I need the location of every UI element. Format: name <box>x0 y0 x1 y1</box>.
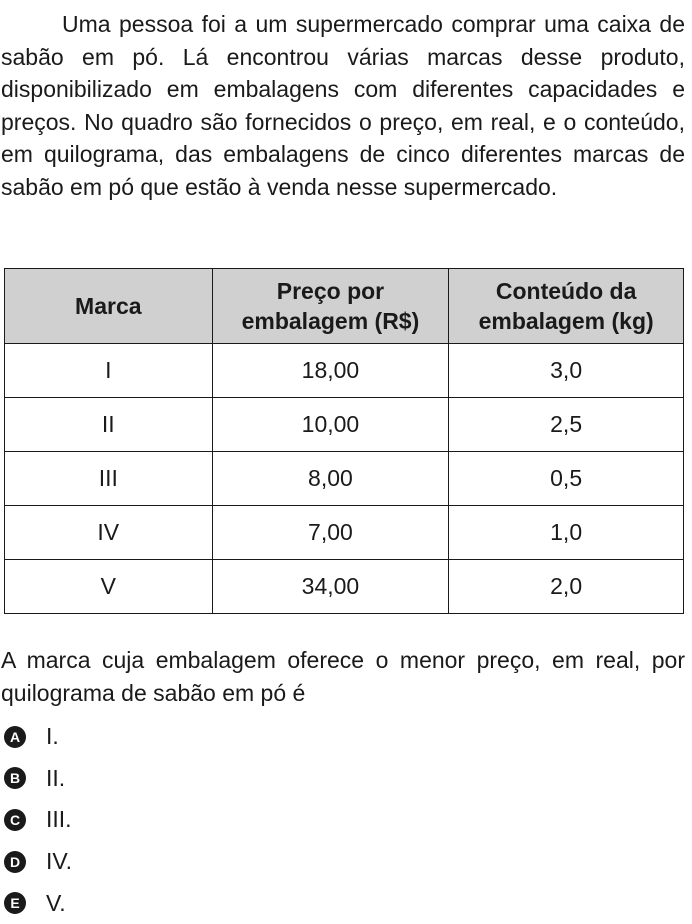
option-letter-badge: E <box>4 892 26 914</box>
cell-price: 34,00 <box>212 560 449 614</box>
answer-options <box>4 716 72 924</box>
option-e[interactable] <box>4 882 72 924</box>
cell-content: 3,0 <box>449 344 684 398</box>
question-stem: A marca cuja embalagem oferece o menor preço, em real, por quilograma de sabão em pó é <box>1 647 685 706</box>
cell-price: 7,00 <box>212 506 449 560</box>
price-table <box>4 268 684 614</box>
cell-content: 1,0 <box>449 506 684 560</box>
header-price-line2: embalagem (R$) <box>241 308 420 334</box>
cell-price: 8,00 <box>212 452 449 506</box>
option-text: V. <box>46 889 66 916</box>
option-letter-badge: D <box>4 851 26 873</box>
table-row <box>5 398 684 452</box>
header-brand: Marca <box>5 269 213 344</box>
cell-content: 2,0 <box>449 560 684 614</box>
option-a[interactable] <box>4 716 72 758</box>
cell-price: 10,00 <box>212 398 449 452</box>
cell-brand: V <box>5 560 213 614</box>
option-b[interactable] <box>4 758 72 800</box>
option-d[interactable] <box>4 841 72 883</box>
cell-brand: III <box>5 452 213 506</box>
intro-paragraph: Uma pessoa foi a um supermercado comprar uma caixa de sabão em pó. Lá encontrou várias marcas desse produto, disponibilizado em embalagens com diferentes capacidades e preços. No quadro são fornecidos o preço, em real, e o conteúdo, em quilograma, das embalagens de cinco diferentes marcas de sabão em pó que estão à venda nesse supermercado. <box>1 11 685 200</box>
header-content <box>449 269 684 344</box>
table-row <box>5 452 684 506</box>
table-row <box>5 506 684 560</box>
option-c[interactable] <box>4 799 72 841</box>
option-letter-badge: B <box>4 767 26 789</box>
cell-price: 18,00 <box>212 344 449 398</box>
option-letter-badge: A <box>4 726 26 748</box>
option-letter-badge: C <box>4 809 26 831</box>
cell-content: 2,5 <box>449 398 684 452</box>
header-content-line2: embalagem (kg) <box>478 308 654 334</box>
option-text: II. <box>46 764 66 791</box>
table-row <box>5 344 684 398</box>
cell-content: 0,5 <box>449 452 684 506</box>
cell-brand: II <box>5 398 213 452</box>
option-text: IV. <box>46 848 73 875</box>
cell-brand: IV <box>5 506 213 560</box>
cell-brand: I <box>5 344 213 398</box>
option-text: I. <box>46 723 59 750</box>
header-content-line1: Conteúdo da <box>495 278 637 304</box>
table-header-row <box>5 269 684 344</box>
option-text: III. <box>46 806 72 833</box>
header-price <box>212 269 449 344</box>
table-row <box>5 560 684 614</box>
header-price-line1: Preço por <box>276 278 385 304</box>
